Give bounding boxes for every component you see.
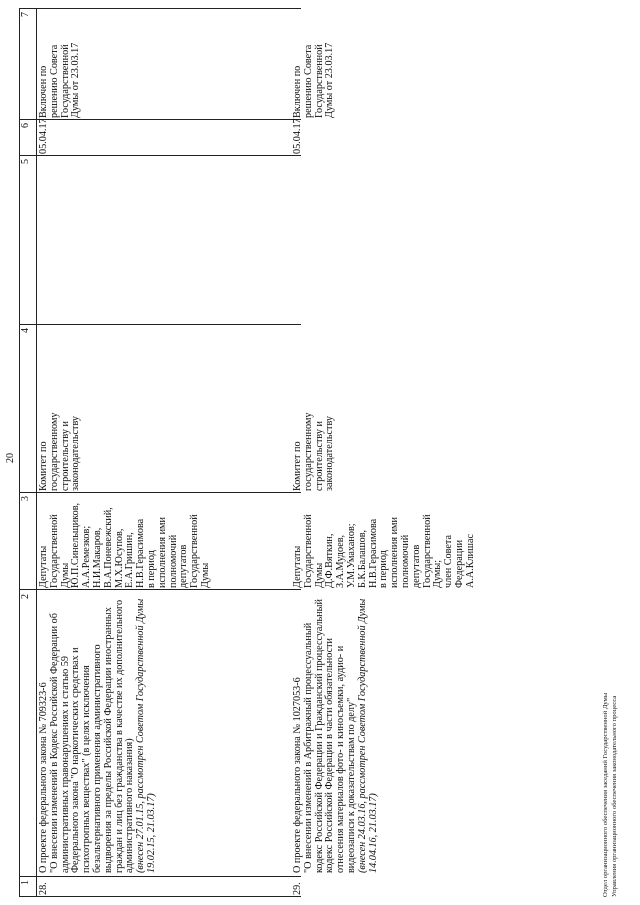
- header-col-6: 6: [20, 123, 31, 128]
- bill-authors: Депутаты Государственной Думы Ю.П.Синельщиков, А.А.Ремезков; Н.И.Макаров, В.А.Поневежский, М.Х.Юсупов, Е.А.Гришин, Н.В.Герасимова в период исполнения ими полномочий депутатов Государственной Думы: [38, 502, 211, 588]
- date-value: 05.04.17: [292, 118, 303, 154]
- bill-note: (внесен 27.01.15, рассмотрен Советом Государственной Думы 19.02.15, 21.03.17): [135, 598, 157, 873]
- bill-note: (внесен 24.03.16, рассмотрен Советом Государственной Думы 14.04.16, 21.03.17): [356, 598, 379, 873]
- header-divider: [36, 8, 37, 897]
- responsible-committee: Комитет по государственному строительству и законодательству: [292, 412, 336, 491]
- bill-title: О проекте федерального закона № 709323-6: [38, 682, 49, 873]
- status-value: Включен по решению Совета Государственной Думы от 23.03.17: [38, 42, 82, 118]
- responsible-committee: Комитет по государственному строительству и законодательству: [38, 412, 82, 491]
- column-divider: [19, 492, 301, 493]
- bill-description: [39, 593, 158, 873]
- column-divider: [19, 119, 301, 120]
- bill-title: О проекте федерального закона № 1027053-6: [292, 677, 303, 873]
- bill-authors: Депутаты Государственной Думы Д.Ф.Вяткин, З.А.Мудоев, У.М.Умаханов; Б.К.Балашов, Н.В.Герасимова в период исполнения ими полномочий депутатов Государственной Думы; член Совета Федерации А.А.Клишас: [292, 514, 476, 588]
- header-col-4: 4: [20, 328, 31, 333]
- header-col-2: 2: [20, 594, 31, 599]
- table-border-right: [19, 8, 301, 9]
- bill-text: "О внесении изменений в Арбитражный процессуальный кодекс Российской Федерации и Гражданский процессуальный кодекс Российской Федерации в части обязательности отнесения материалов фото- и киносъемки, аудио- и видеозаписи к доказательствам по делу": [302, 599, 357, 873]
- header-col-7: 7: [20, 12, 31, 17]
- column-divider: [19, 876, 301, 877]
- column-divider: [19, 324, 301, 325]
- bill-text: "О внесении изменений в Кодекс Российской Федерации об административных правонарушениях и статью 59 Федерального закона "О наркотических средствах и психотропных веществах" (в целях исключения безальтернативного применения административного выдворения за пределы Российской Федерации иностранных граждан и лиц без гражданства в качестве их дополнительного административного наказания): [48, 599, 136, 873]
- bill-description: [293, 593, 379, 873]
- table-border-left: [19, 896, 301, 897]
- column-divider: [19, 589, 301, 590]
- row-number: 28.: [38, 882, 49, 895]
- header-col-5: 5: [20, 159, 31, 164]
- footer-line-1: Отдел организационного обеспечения заседаний Государственной Думы: [602, 692, 609, 897]
- date-value: 05.04.17: [38, 118, 49, 154]
- header-col-1: 1: [20, 880, 31, 885]
- header-col-3: 3: [20, 496, 31, 501]
- status-value: Включен по решению Совета Государственной Думы от 23.03.17: [292, 42, 336, 118]
- footer-line-2: Управления организационного обеспечения законодательного процесса: [611, 695, 618, 897]
- column-divider: [19, 155, 301, 156]
- row-number: 29.: [292, 882, 303, 895]
- agenda-table: [19, 8, 476, 897]
- page-number: 20: [5, 453, 16, 463]
